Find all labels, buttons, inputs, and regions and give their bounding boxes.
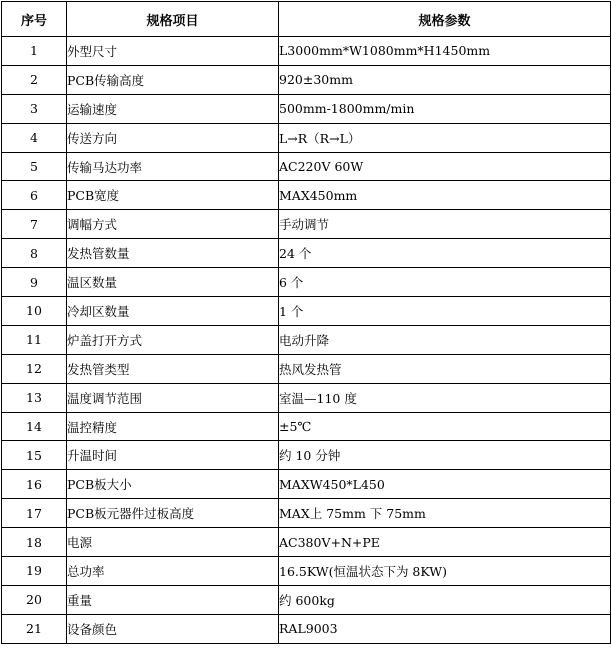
table-row xyxy=(2,210,611,239)
spec-item: 电源 xyxy=(67,528,279,557)
table-row xyxy=(2,268,611,297)
spec-value: 约 600kg xyxy=(279,585,611,614)
spec-item: 升温时间 xyxy=(67,441,279,470)
row-number: 15 xyxy=(2,441,67,470)
table-row xyxy=(2,614,611,643)
spec-value: RAL9003 xyxy=(279,614,611,643)
table-row xyxy=(2,383,611,412)
table-row xyxy=(2,441,611,470)
spec-value: MAXW450*L450 xyxy=(279,470,611,499)
spec-value: 920±30mm xyxy=(279,65,611,94)
spec-value: 24 个 xyxy=(279,239,611,268)
spec-value: ±5℃ xyxy=(279,412,611,441)
spec-value: AC380V+N+PE xyxy=(279,528,611,557)
row-number: 10 xyxy=(2,297,67,326)
row-number: 11 xyxy=(2,325,67,354)
table-row xyxy=(2,585,611,614)
header-row xyxy=(2,2,611,37)
spec-item: 传输马达功率 xyxy=(67,152,279,181)
spec-value: 电动升降 xyxy=(279,325,611,354)
table-row xyxy=(2,528,611,557)
spec-item: 传送方向 xyxy=(67,123,279,152)
table-row xyxy=(2,65,611,94)
row-number: 2 xyxy=(2,65,67,94)
row-number: 1 xyxy=(2,37,67,66)
spec-item: 调幅方式 xyxy=(67,210,279,239)
spec-value: 500mm-1800mm/min xyxy=(279,94,611,123)
row-number: 3 xyxy=(2,94,67,123)
table-row xyxy=(2,557,611,586)
spec-value: MAX上 75mm 下 75mm xyxy=(279,499,611,528)
row-number: 7 xyxy=(2,210,67,239)
row-number: 12 xyxy=(2,354,67,383)
row-number: 20 xyxy=(2,585,67,614)
row-number: 9 xyxy=(2,268,67,297)
spec-value: 手动调节 xyxy=(279,210,611,239)
header-item: 规格项目 xyxy=(67,2,279,37)
spec-value: MAX450mm xyxy=(279,181,611,210)
table-row xyxy=(2,297,611,326)
spec-item: 温度调节范围 xyxy=(67,383,279,412)
spec-value: 热风发热管 xyxy=(279,354,611,383)
spec-item: 设备颜色 xyxy=(67,614,279,643)
table-row xyxy=(2,152,611,181)
spec-value: 室温—110 度 xyxy=(279,383,611,412)
spec-item: 运输速度 xyxy=(67,94,279,123)
spec-item: PCB宽度 xyxy=(67,181,279,210)
spec-item: 外型尺寸 xyxy=(67,37,279,66)
spec-table xyxy=(1,1,611,644)
spec-table-body xyxy=(2,37,611,644)
row-number: 4 xyxy=(2,123,67,152)
header-no: 序号 xyxy=(2,2,67,37)
spec-item: 发热管类型 xyxy=(67,354,279,383)
spec-item: 冷却区数量 xyxy=(67,297,279,326)
table-row xyxy=(2,470,611,499)
table-row xyxy=(2,37,611,66)
row-number: 5 xyxy=(2,152,67,181)
spec-item: 温区数量 xyxy=(67,268,279,297)
row-number: 18 xyxy=(2,528,67,557)
row-number: 6 xyxy=(2,181,67,210)
row-number: 17 xyxy=(2,499,67,528)
spec-value: L→R（R→L） xyxy=(279,123,611,152)
row-number: 14 xyxy=(2,412,67,441)
header-value: 规格参数 xyxy=(279,2,611,37)
spec-value: 约 10 分钟 xyxy=(279,441,611,470)
row-number: 21 xyxy=(2,614,67,643)
row-number: 13 xyxy=(2,383,67,412)
spec-item: 发热管数量 xyxy=(67,239,279,268)
table-row xyxy=(2,354,611,383)
spec-item: PCB板大小 xyxy=(67,470,279,499)
spec-item: PCB板元器件过板高度 xyxy=(67,499,279,528)
spec-item: 总功率 xyxy=(67,557,279,586)
spec-value: 1 个 xyxy=(279,297,611,326)
table-row xyxy=(2,325,611,354)
table-row xyxy=(2,94,611,123)
spec-value: AC220V 60W xyxy=(279,152,611,181)
spec-value: L3000mm*W1080mm*H1450mm xyxy=(279,37,611,66)
spec-value: 16.5KW(恒温状态下为 8KW) xyxy=(279,557,611,586)
row-number: 19 xyxy=(2,557,67,586)
row-number: 8 xyxy=(2,239,67,268)
table-row xyxy=(2,239,611,268)
spec-item: PCB传输高度 xyxy=(67,65,279,94)
spec-value: 6 个 xyxy=(279,268,611,297)
row-number: 16 xyxy=(2,470,67,499)
spec-item: 重量 xyxy=(67,585,279,614)
table-row xyxy=(2,412,611,441)
table-row xyxy=(2,123,611,152)
table-row xyxy=(2,499,611,528)
spec-item: 炉盖打开方式 xyxy=(67,325,279,354)
table-row xyxy=(2,181,611,210)
spec-item: 温控精度 xyxy=(67,412,279,441)
